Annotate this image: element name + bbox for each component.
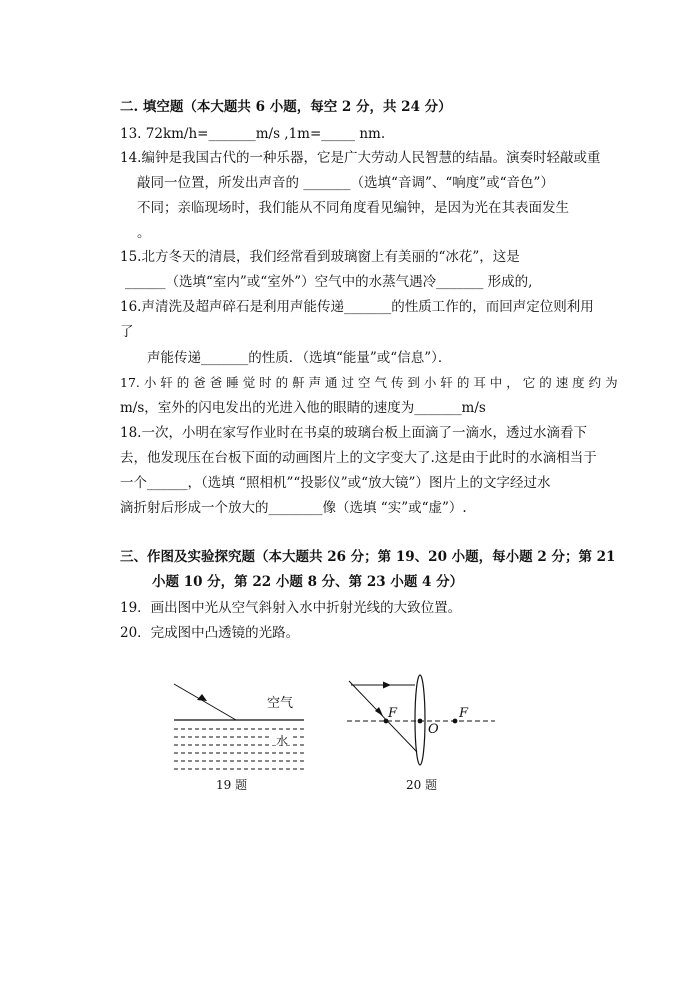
incident-ray — [174, 684, 236, 720]
figure-20-diagram — [345, 672, 500, 777]
question-19: 19．画出图中光从空气斜射入水中折射光线的大致位置。 — [120, 600, 462, 616]
right-focus-point — [453, 719, 458, 724]
focus-right-label: F — [459, 706, 469, 721]
question-17-line1: 17. 小 轩 的 爸 爸 睡 觉 时 的 鼾 声 通 过 空 气 传 到 小 轩 的 耳 中 ， 它 的 速 度 约 为 — [120, 375, 618, 390]
question-18-line3: 一个______，（选填 “照相机”“投影仪”或“放大镜”）图片上的文字经过水 — [120, 475, 551, 491]
question-16-line1: 16.声清洗及超声碎石是利用声能传递_______的性质工作的，而回声定位则利用 — [120, 299, 594, 315]
figure-20-caption: 20 题 — [406, 778, 438, 792]
parallel-ray-arrow-icon — [383, 682, 391, 689]
question-14-line4: 。 — [137, 225, 151, 241]
question-20: 20．完成图中凸透镜的光路。 — [120, 625, 300, 641]
water-label: 水 — [276, 734, 289, 748]
question-18-line2: 去，他发现压在台板下面的动画图片上的文字变大了.这是由于此时的水滴相当于 — [120, 450, 597, 466]
focus-left-label: F — [388, 706, 398, 721]
question-18-line1: 18.一次，小明在家写作业时在书桌的玻璃台板上面滴了一滴水，透过水滴看下 — [120, 425, 587, 441]
question-14-line3: 不同；亲临现场时，我们能从不同角度看见编钟，是因为光在其表面发生 — [137, 200, 569, 216]
ray-arrow-icon — [197, 694, 207, 701]
question-13: 13. 72km/h=_______m/s ,1m=_____ nm. — [120, 126, 386, 142]
optical-center-point — [418, 719, 423, 724]
figure-19-caption: 19 题 — [216, 778, 248, 792]
focal-ray-arrow-icon — [375, 707, 383, 716]
question-16-line2: 了 — [120, 324, 134, 340]
section3-heading-line2: 小题 10 分，第 22 小题 8 分、第 23 小题 4 分） — [152, 574, 464, 590]
question-15-line2: ______（选填“室内”或“室外”）空气中的水蒸气遇冷_______ 形成的, — [125, 274, 533, 290]
question-15-line1: 15.北方冬天的清晨，我们经常看到玻璃窗上有美丽的“冰花”，这是 — [120, 249, 520, 265]
section3-heading-line1: 三、作图及实验探究题（本大题共 26 分；第 19、20 小题，每小题 2 分；第 21 — [120, 549, 616, 565]
question-16-line3: 声能传递_______的性质．（选填“能量”或“信息”）． — [147, 350, 452, 366]
section2-heading: 二. 填空题（本大题共 6 小题，每空 2 分，共 24 分） — [120, 99, 452, 115]
air-label: 空气 — [267, 696, 294, 711]
question-18-line4: 滴折射后形成一个放大的________像（选填 “实”或“虚”）. — [120, 500, 467, 516]
focal-ray — [349, 681, 417, 752]
question-14-line2: 敲同一位置，所发出声音的 _______（选填“音调”、“响度”或“音色”） — [137, 175, 554, 191]
optical-center-label: O — [428, 722, 439, 737]
question-14-line1: 14.编钟是我国古代的一种乐器，它是广大劳动人民智慧的结晶。演奏时轻敲或重 — [120, 150, 601, 166]
question-17-line2: m/s，室外的闪电发出的光进入他的眼睛的速度为_______m/s — [120, 400, 486, 416]
